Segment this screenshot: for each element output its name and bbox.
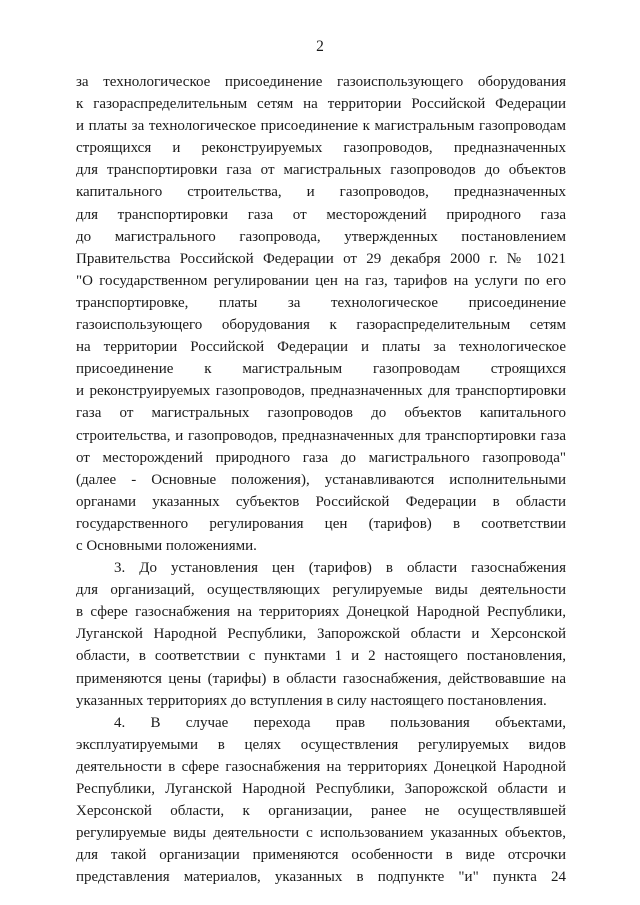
text-line: для транспортировки газа от месторождений природного газа bbox=[76, 206, 566, 223]
text-line: с Основными положениями. bbox=[76, 537, 257, 554]
text-line: "О государственном регулировании цен на газ, тарифов на услуги по его bbox=[76, 272, 566, 289]
text-line: Херсонской области, к организации, ранее не осуществлявшей bbox=[76, 803, 566, 820]
page-number: 2 bbox=[316, 38, 324, 55]
paragraph-3-start: 3. До установления цен (тарифов) в области газоснабжения bbox=[114, 560, 566, 577]
text-line: газа от магистральных газопроводов до объектов капитального bbox=[76, 405, 566, 422]
text-line: органами указанных субъектов Российской Федерации в области bbox=[76, 493, 566, 510]
text-line: газоиспользующего оборудования к газораспределительным сетям bbox=[76, 317, 566, 334]
text-line: за технологическое присоединение газоиспользующего оборудования bbox=[76, 74, 566, 90]
text-line: указанных территориях до вступления в силу настоящего постановления. bbox=[76, 692, 547, 709]
text-line: эксплуатируемыми в целях осуществления регулируемых видов bbox=[76, 736, 566, 753]
text-line: применяются цены (тарифы) в области газоснабжения, действовавшие на bbox=[76, 670, 566, 687]
text-line: деятельности в сфере газоснабжения на территориях Донецкой Народной bbox=[76, 758, 566, 775]
text-line: для организаций, осуществляющих регулируемые виды деятельности bbox=[76, 582, 566, 599]
text-line: Правительства Российской Федерации от 29 декабря 2000 г. № 1021 bbox=[76, 250, 566, 267]
text-line: в сфере газоснабжения на территориях Донецкой Народной Республики, bbox=[76, 604, 566, 621]
text-line: строительства, и газопроводов, предназначенных для транспортировки газа bbox=[76, 427, 566, 444]
text-line: представления материалов, указанных в подпункте "и" пункта 24 bbox=[76, 869, 566, 886]
text-line: и реконструируемых газопроводов, предназначенных для транспортировки bbox=[76, 383, 566, 400]
text-line: области, в соответствии с пунктами 1 и 2 настоящего постановления, bbox=[76, 648, 566, 665]
text-line: капитального строительства, и газопроводов, предназначенных bbox=[76, 184, 566, 201]
text-line: Луганской Народной Республики, Запорожской области и Херсонской bbox=[76, 626, 566, 643]
paragraph-4-start: 4. В случае перехода прав пользования объектами, bbox=[114, 714, 566, 731]
text-line: регулируемые виды деятельности с использованием указанных объектов, bbox=[76, 825, 566, 842]
text-line: государственного регулирования цен (тарифов) в соответствии bbox=[76, 515, 566, 532]
text-line: для транспортировки газа от магистральных газопроводов до объектов bbox=[76, 162, 566, 179]
text-line: присоединение к магистральным газопроводам строящихся bbox=[76, 361, 566, 378]
document-body bbox=[76, 71, 566, 888]
text-line: транспортировке, платы за технологическое присоединение bbox=[76, 294, 566, 311]
text-line: к газораспределительным сетям на территории Российской Федерации bbox=[76, 96, 566, 113]
text-line: до магистрального газопровода, утвержденных постановлением bbox=[76, 228, 566, 245]
text-line: от месторождений природного газа до магистрального газопровода" bbox=[76, 449, 566, 466]
text-line: строящихся и реконструируемых газопроводов, предназначенных bbox=[76, 140, 566, 157]
text-line: и платы за технологическое присоединение к магистральным газопроводам bbox=[76, 118, 566, 135]
text-line: Республики, Луганской Народной Республики, Запорожской области и bbox=[76, 781, 566, 797]
text-line: на территории Российской Федерации и платы за технологическое bbox=[76, 339, 566, 356]
text-line: (далее - Основные положения), устанавливаются исполнительными bbox=[76, 471, 566, 488]
text-line: для такой организации применяются особенности в виде отсрочки bbox=[76, 847, 566, 864]
